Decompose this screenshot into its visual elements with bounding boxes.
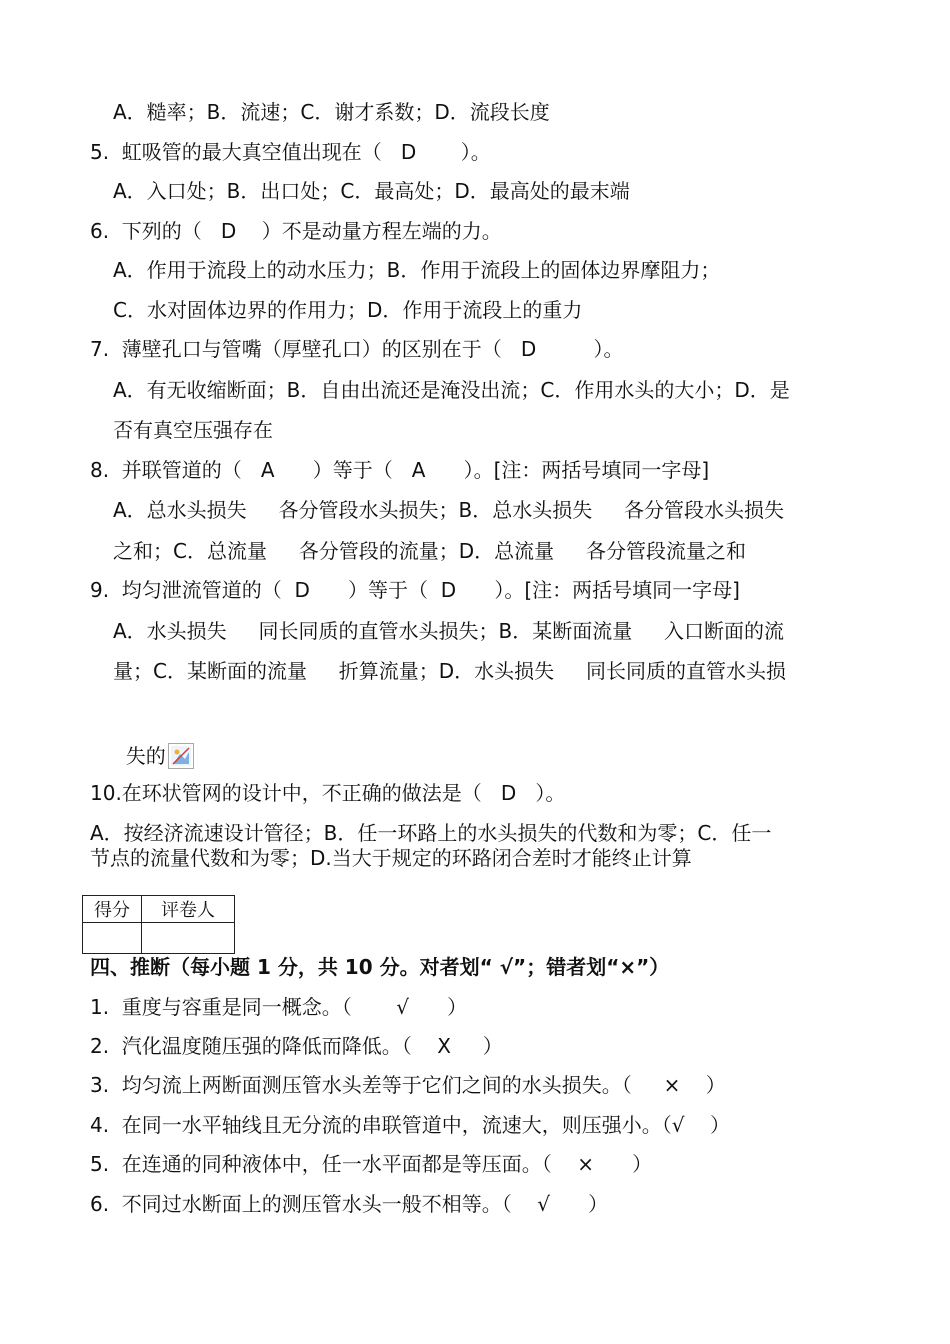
tf-item-3: 3. 均匀流上两断面测压管水头差等于它们之间的水头损失。（ × ） — [90, 1073, 726, 1097]
section4-title: 四、推断（每小题 1 分，共 10 分。对者划“ √”；错者划“×”） — [90, 955, 670, 979]
q8-options-line2: 之和；C．总流量 各分管段的流量；D．总流量 各分管段流量之和 — [113, 539, 746, 563]
q5-options: A．入口处；B．出口处；C．最高处；D．最高处的最末端 — [113, 179, 630, 203]
q9-options-line3-wrap — [113, 717, 194, 769]
grader-cell — [142, 923, 235, 954]
q10-options-line1: A．按经济流速设计管径；B．任一环路上的水头损失的代数和为零；C．任一 — [90, 821, 772, 845]
q9-options-line2: 量；C．某断面的流量 折算流量；D．水头损失 同长同质的直管水头损 — [113, 659, 786, 683]
tf-item-6: 6. 不同过水断面上的测压管水头一般不相等。（ √ ） — [90, 1192, 609, 1216]
score-header: 得分 — [83, 896, 142, 923]
q10-stem: 10.在环状管网的设计中，不正确的做法是（ D ）。 — [90, 781, 566, 805]
q6-stem: 6. 下列的（ D ）不是动量方程左端的力。 — [90, 219, 502, 243]
tf-item-5: 5. 在连通的同种液体中，任一水平面都是等压面。（ × ） — [90, 1152, 653, 1176]
q9-stem: 9. 均匀泄流管道的（ D ）等于（ D ）。[注：两括号填同一字母] — [90, 578, 740, 602]
q7-stem: 7. 薄壁孔口与管嘴（厚壁孔口）的区别在于（ D ）。 — [90, 337, 624, 361]
grader-header: 评卷人 — [142, 896, 235, 923]
q8-stem: 8. 并联管道的（ A ）等于（ A ）。[注：两括号填同一字母] — [90, 458, 710, 482]
tf-item-2: 2. 汽化温度随压强的降低而降低。（ X ） — [90, 1034, 503, 1058]
tf-item-1: 1. 重度与容重是同一概念。（ √ ） — [90, 995, 468, 1019]
q7-options-line1: A．有无收缩断面；B．自由出流还是淹没出流；C．作用水头的大小；D．是 — [113, 378, 790, 402]
broken-image-icon — [168, 743, 194, 769]
score-table — [82, 895, 235, 954]
tf-item-4: 4. 在同一水平轴线且无分流的串联管道中，流速大，则压强小。（√ ） — [90, 1113, 730, 1137]
q9-options-line3: 失的 — [125, 744, 166, 768]
q6-options-line1: A．作用于流段上的动水压力；B．作用于流段上的固体边界摩阻力； — [113, 258, 721, 282]
q10-options-line2: 节点的流量代数和为零；D.当大于规定的环路闭合差时才能终止计算 — [90, 846, 692, 870]
q6-options-line2: C．水对固体边界的作用力；D．作用于流段上的重力 — [113, 298, 583, 322]
q7-options-line2: 否有真空压强存在 — [113, 418, 273, 442]
score-cell — [83, 923, 142, 954]
q4-options: A．糙率；B．流速；C．谢才系数；D．流段长度 — [113, 100, 550, 124]
q9-options-line1: A．水头损失 同长同质的直管水头损失；B．某断面流量 入口断面的流 — [113, 619, 784, 643]
q5-stem: 5. 虹吸管的最大真空值出现在（ D ）。 — [90, 140, 491, 164]
q8-options-line1: A．总水头损失 各分管段水头损失；B．总水头损失 各分管段水头损失 — [113, 498, 784, 522]
